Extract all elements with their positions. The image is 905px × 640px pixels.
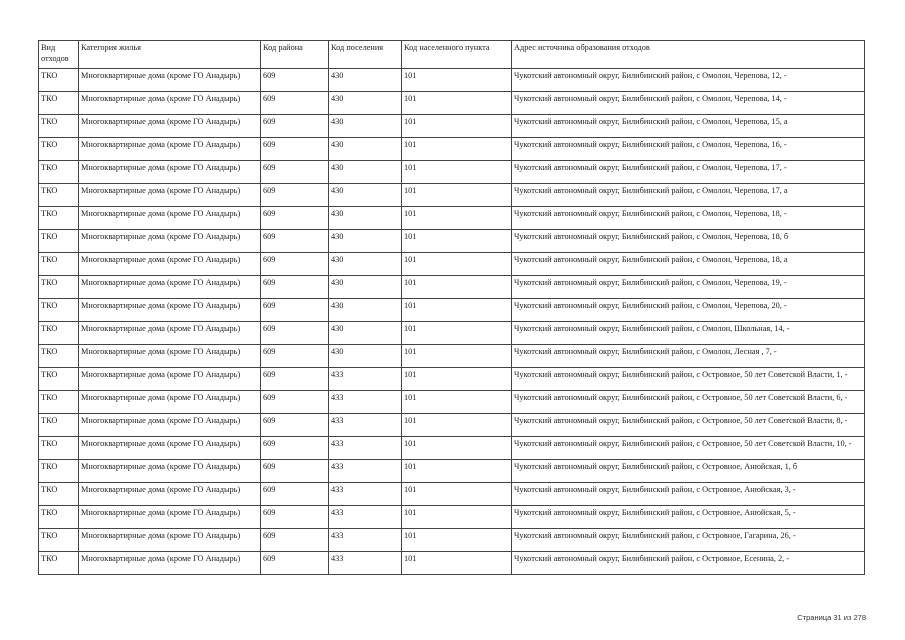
cell-housing-category: Многоквартирные дома (кроме ГО Анадырь) bbox=[79, 437, 261, 460]
table-row bbox=[39, 253, 865, 276]
cell-settlement-code: 430 bbox=[329, 207, 402, 230]
cell-waste-type: ТКО bbox=[39, 506, 79, 529]
table-row bbox=[39, 391, 865, 414]
table-row bbox=[39, 69, 865, 92]
header-district-code: Код района bbox=[261, 41, 329, 69]
cell-settlement-code: 433 bbox=[329, 460, 402, 483]
cell-source-address: Чукотский автономный округ, Билибинский район, с Омолон, Черепова, 18, - bbox=[512, 207, 865, 230]
cell-waste-type: ТКО bbox=[39, 391, 79, 414]
table-row bbox=[39, 161, 865, 184]
cell-housing-category: Многоквартирные дома (кроме ГО Анадырь) bbox=[79, 552, 261, 575]
cell-settlement-code: 433 bbox=[329, 391, 402, 414]
table-row bbox=[39, 460, 865, 483]
cell-source-address: Чукотский автономный округ, Билибинский район, с Омолон, Черепова, 18, а bbox=[512, 253, 865, 276]
cell-locality-code: 101 bbox=[402, 115, 512, 138]
cell-housing-category: Многоквартирные дома (кроме ГО Анадырь) bbox=[79, 391, 261, 414]
cell-waste-type: ТКО bbox=[39, 230, 79, 253]
cell-locality-code: 101 bbox=[402, 230, 512, 253]
table-row bbox=[39, 506, 865, 529]
cell-housing-category: Многоквартирные дома (кроме ГО Анадырь) bbox=[79, 483, 261, 506]
cell-locality-code: 101 bbox=[402, 460, 512, 483]
cell-district-code: 609 bbox=[261, 230, 329, 253]
cell-district-code: 609 bbox=[261, 92, 329, 115]
table-header-row bbox=[39, 41, 865, 69]
cell-locality-code: 101 bbox=[402, 92, 512, 115]
cell-district-code: 609 bbox=[261, 161, 329, 184]
cell-source-address: Чукотский автономный округ, Билибинский район, с Омолон, Черепова, 19, - bbox=[512, 276, 865, 299]
cell-district-code: 609 bbox=[261, 437, 329, 460]
cell-source-address: Чукотский автономный округ, Билибинский район, с Омолон, Черепова, 18, б bbox=[512, 230, 865, 253]
cell-housing-category: Многоквартирные дома (кроме ГО Анадырь) bbox=[79, 207, 261, 230]
cell-waste-type: ТКО bbox=[39, 437, 79, 460]
cell-settlement-code: 430 bbox=[329, 322, 402, 345]
cell-settlement-code: 430 bbox=[329, 69, 402, 92]
cell-district-code: 609 bbox=[261, 253, 329, 276]
cell-district-code: 609 bbox=[261, 115, 329, 138]
cell-district-code: 609 bbox=[261, 460, 329, 483]
cell-district-code: 609 bbox=[261, 391, 329, 414]
cell-locality-code: 101 bbox=[402, 276, 512, 299]
cell-housing-category: Многоквартирные дома (кроме ГО Анадырь) bbox=[79, 414, 261, 437]
cell-locality-code: 101 bbox=[402, 299, 512, 322]
cell-waste-type: ТКО bbox=[39, 552, 79, 575]
cell-locality-code: 101 bbox=[402, 138, 512, 161]
cell-settlement-code: 433 bbox=[329, 437, 402, 460]
cell-waste-type: ТКО bbox=[39, 483, 79, 506]
cell-source-address: Чукотский автономный округ, Билибинский район, с Островное, Анюйская, 3, - bbox=[512, 483, 865, 506]
cell-source-address: Чукотский автономный округ, Билибинский район, с Омолон, Черепова, 16, - bbox=[512, 138, 865, 161]
cell-waste-type: ТКО bbox=[39, 414, 79, 437]
cell-locality-code: 101 bbox=[402, 161, 512, 184]
cell-district-code: 609 bbox=[261, 345, 329, 368]
cell-housing-category: Многоквартирные дома (кроме ГО Анадырь) bbox=[79, 230, 261, 253]
header-settlement-code: Код поселения bbox=[329, 41, 402, 69]
cell-district-code: 609 bbox=[261, 552, 329, 575]
cell-settlement-code: 430 bbox=[329, 115, 402, 138]
table-row bbox=[39, 322, 865, 345]
cell-district-code: 609 bbox=[261, 299, 329, 322]
table-row bbox=[39, 207, 865, 230]
cell-source-address: Чукотский автономный округ, Билибинский район, с Островное, Гагарина, 26, - bbox=[512, 529, 865, 552]
cell-locality-code: 101 bbox=[402, 345, 512, 368]
cell-settlement-code: 430 bbox=[329, 161, 402, 184]
cell-source-address: Чукотский автономный округ, Билибинский район, с Омолон, Черепова, 20, - bbox=[512, 299, 865, 322]
table-row bbox=[39, 414, 865, 437]
cell-district-code: 609 bbox=[261, 184, 329, 207]
table-row bbox=[39, 529, 865, 552]
cell-settlement-code: 430 bbox=[329, 276, 402, 299]
cell-housing-category: Многоквартирные дома (кроме ГО Анадырь) bbox=[79, 92, 261, 115]
cell-locality-code: 101 bbox=[402, 506, 512, 529]
cell-housing-category: Многоквартирные дома (кроме ГО Анадырь) bbox=[79, 506, 261, 529]
cell-housing-category: Многоквартирные дома (кроме ГО Анадырь) bbox=[79, 115, 261, 138]
table-row bbox=[39, 276, 865, 299]
cell-source-address: Чукотский автономный округ, Билибинский район, с Островное, Анюйская, 1, б bbox=[512, 460, 865, 483]
cell-source-address: Чукотский автономный округ, Билибинский район, с Островное, 50 лет Советской Власти, 6, - bbox=[512, 391, 865, 414]
cell-locality-code: 101 bbox=[402, 529, 512, 552]
cell-settlement-code: 433 bbox=[329, 414, 402, 437]
cell-waste-type: ТКО bbox=[39, 253, 79, 276]
cell-housing-category: Многоквартирные дома (кроме ГО Анадырь) bbox=[79, 138, 261, 161]
cell-source-address: Чукотский автономный округ, Билибинский район, с Островное, Анюйская, 5, - bbox=[512, 506, 865, 529]
cell-housing-category: Многоквартирные дома (кроме ГО Анадырь) bbox=[79, 368, 261, 391]
cell-district-code: 609 bbox=[261, 368, 329, 391]
cell-locality-code: 101 bbox=[402, 552, 512, 575]
cell-district-code: 609 bbox=[261, 276, 329, 299]
cell-district-code: 609 bbox=[261, 138, 329, 161]
cell-source-address: Чукотский автономный округ, Билибинский район, с Островное, 50 лет Советской Власти, 1, - bbox=[512, 368, 865, 391]
table-row bbox=[39, 437, 865, 460]
table-row bbox=[39, 138, 865, 161]
cell-settlement-code: 430 bbox=[329, 345, 402, 368]
table-row bbox=[39, 552, 865, 575]
waste-sources-table bbox=[38, 40, 865, 575]
table-body bbox=[39, 69, 865, 575]
cell-locality-code: 101 bbox=[402, 322, 512, 345]
table-row bbox=[39, 115, 865, 138]
cell-settlement-code: 430 bbox=[329, 138, 402, 161]
cell-source-address: Чукотский автономный округ, Билибинский район, с Островное, Есенина, 2, - bbox=[512, 552, 865, 575]
cell-district-code: 609 bbox=[261, 529, 329, 552]
cell-settlement-code: 430 bbox=[329, 253, 402, 276]
cell-waste-type: ТКО bbox=[39, 322, 79, 345]
cell-settlement-code: 433 bbox=[329, 529, 402, 552]
cell-source-address: Чукотский автономный округ, Билибинский район, с Омолон, Черепова, 12, - bbox=[512, 69, 865, 92]
cell-housing-category: Многоквартирные дома (кроме ГО Анадырь) bbox=[79, 276, 261, 299]
cell-housing-category: Многоквартирные дома (кроме ГО Анадырь) bbox=[79, 161, 261, 184]
cell-settlement-code: 433 bbox=[329, 552, 402, 575]
cell-locality-code: 101 bbox=[402, 391, 512, 414]
cell-waste-type: ТКО bbox=[39, 115, 79, 138]
cell-source-address: Чукотский автономный округ, Билибинский район, с Омолон, Черепова, 14, - bbox=[512, 92, 865, 115]
cell-housing-category: Многоквартирные дома (кроме ГО Анадырь) bbox=[79, 184, 261, 207]
cell-waste-type: ТКО bbox=[39, 299, 79, 322]
cell-waste-type: ТКО bbox=[39, 184, 79, 207]
table-row bbox=[39, 299, 865, 322]
header-waste-type: Вид отходов bbox=[39, 41, 79, 69]
cell-housing-category: Многоквартирные дома (кроме ГО Анадырь) bbox=[79, 322, 261, 345]
cell-waste-type: ТКО bbox=[39, 460, 79, 483]
cell-settlement-code: 433 bbox=[329, 368, 402, 391]
cell-district-code: 609 bbox=[261, 506, 329, 529]
cell-settlement-code: 430 bbox=[329, 92, 402, 115]
cell-housing-category: Многоквартирные дома (кроме ГО Анадырь) bbox=[79, 299, 261, 322]
cell-housing-category: Многоквартирные дома (кроме ГО Анадырь) bbox=[79, 345, 261, 368]
cell-locality-code: 101 bbox=[402, 483, 512, 506]
cell-source-address: Чукотский автономный округ, Билибинский район, с Омолон, Черепова, 17, - bbox=[512, 161, 865, 184]
table-row bbox=[39, 230, 865, 253]
cell-source-address: Чукотский автономный округ, Билибинский район, с Омолон, Лесная , 7, - bbox=[512, 345, 865, 368]
cell-locality-code: 101 bbox=[402, 184, 512, 207]
cell-settlement-code: 430 bbox=[329, 230, 402, 253]
cell-waste-type: ТКО bbox=[39, 276, 79, 299]
header-locality-code: Код населенного пункта bbox=[402, 41, 512, 69]
cell-source-address: Чукотский автономный округ, Билибинский район, с Омолон, Школьная, 14, - bbox=[512, 322, 865, 345]
cell-waste-type: ТКО bbox=[39, 368, 79, 391]
cell-locality-code: 101 bbox=[402, 437, 512, 460]
cell-housing-category: Многоквартирные дома (кроме ГО Анадырь) bbox=[79, 253, 261, 276]
cell-locality-code: 101 bbox=[402, 253, 512, 276]
header-housing-category: Категория жилья bbox=[79, 41, 261, 69]
cell-settlement-code: 430 bbox=[329, 184, 402, 207]
cell-housing-category: Многоквартирные дома (кроме ГО Анадырь) bbox=[79, 460, 261, 483]
cell-district-code: 609 bbox=[261, 483, 329, 506]
cell-waste-type: ТКО bbox=[39, 529, 79, 552]
cell-district-code: 609 bbox=[261, 69, 329, 92]
cell-settlement-code: 433 bbox=[329, 506, 402, 529]
cell-source-address: Чукотский автономный округ, Билибинский район, с Островное, 50 лет Советской Власти, 8, - bbox=[512, 414, 865, 437]
table-row bbox=[39, 184, 865, 207]
cell-waste-type: ТКО bbox=[39, 161, 79, 184]
cell-waste-type: ТКО bbox=[39, 69, 79, 92]
cell-settlement-code: 430 bbox=[329, 299, 402, 322]
cell-locality-code: 101 bbox=[402, 414, 512, 437]
table-row bbox=[39, 483, 865, 506]
cell-waste-type: ТКО bbox=[39, 345, 79, 368]
cell-waste-type: ТКО bbox=[39, 138, 79, 161]
cell-source-address: Чукотский автономный округ, Билибинский район, с Омолон, Черепова, 15, а bbox=[512, 115, 865, 138]
cell-waste-type: ТКО bbox=[39, 92, 79, 115]
cell-waste-type: ТКО bbox=[39, 207, 79, 230]
cell-settlement-code: 433 bbox=[329, 483, 402, 506]
cell-locality-code: 101 bbox=[402, 368, 512, 391]
cell-housing-category: Многоквартирные дома (кроме ГО Анадырь) bbox=[79, 69, 261, 92]
cell-locality-code: 101 bbox=[402, 207, 512, 230]
table-row bbox=[39, 345, 865, 368]
cell-district-code: 609 bbox=[261, 414, 329, 437]
cell-district-code: 609 bbox=[261, 207, 329, 230]
table-row bbox=[39, 368, 865, 391]
cell-source-address: Чукотский автономный округ, Билибинский район, с Омолон, Черепова, 17, а bbox=[512, 184, 865, 207]
header-source-address: Адрес источника образования отходов bbox=[512, 41, 865, 69]
page-number: Страница 31 из 278 bbox=[797, 613, 866, 622]
cell-district-code: 609 bbox=[261, 322, 329, 345]
table-row bbox=[39, 92, 865, 115]
cell-housing-category: Многоквартирные дома (кроме ГО Анадырь) bbox=[79, 529, 261, 552]
cell-locality-code: 101 bbox=[402, 69, 512, 92]
cell-source-address: Чукотский автономный округ, Билибинский район, с Островное, 50 лет Советской Власти, 10, - bbox=[512, 437, 865, 460]
